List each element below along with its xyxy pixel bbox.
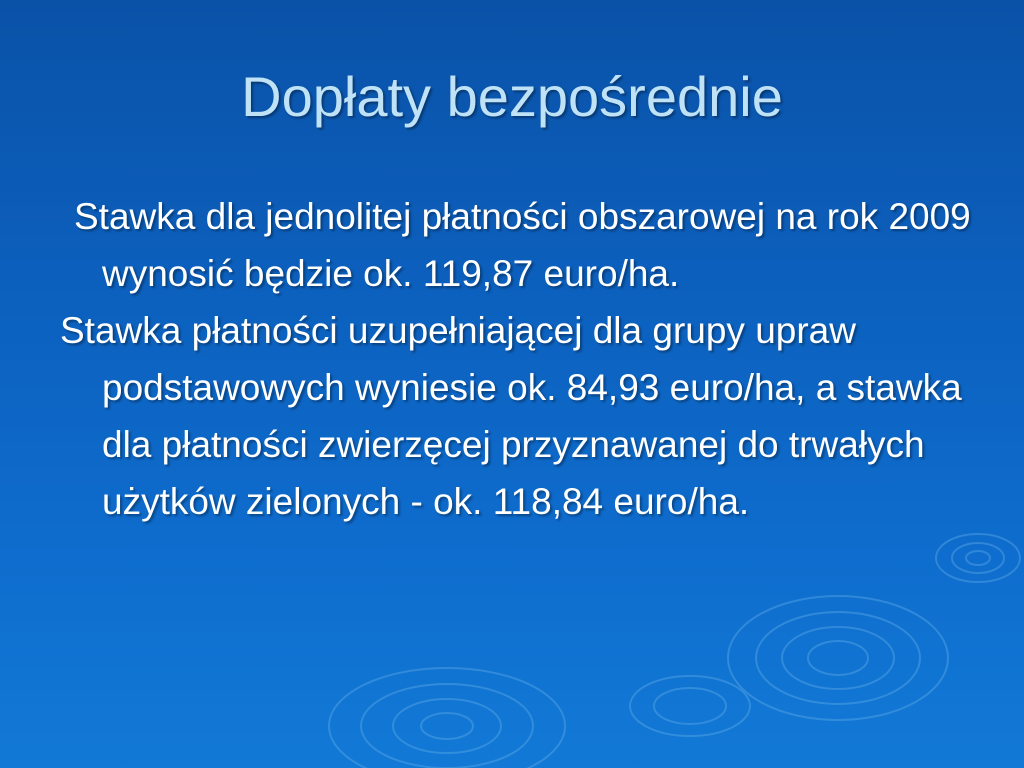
bullet-item: Stawka dla jednolitej płatności obszarowej na rok 2009 wynosić będzie ok. 119,87 euro/ha. (74, 196, 971, 294)
bullet-item: Stawka płatności uzupełniającej dla grupy upraw podstawowych wyniesie ok. 84,93 euro/ha, a stawka dla płatności zwierzęcej przyznawanej do trwałych użytków zielonych - ok. 118,84 euro/ha. (60, 310, 962, 522)
slide-title: Dopłaty bezpośrednie (241, 65, 783, 128)
bullet-list (60, 188, 980, 530)
